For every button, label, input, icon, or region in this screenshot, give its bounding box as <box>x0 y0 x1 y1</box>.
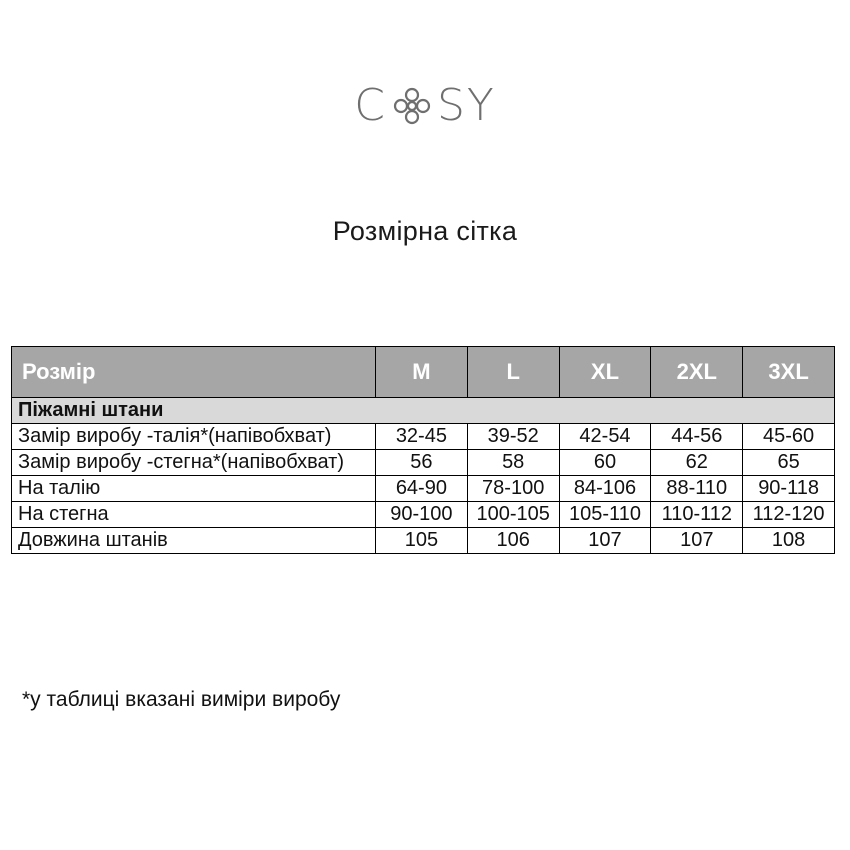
table-cell: 88-110 <box>651 476 743 502</box>
row-label: На талію <box>12 476 376 502</box>
section-title: Піжамні штани <box>12 398 835 424</box>
logo-text-left: C <box>354 80 387 131</box>
flower-icon <box>389 83 435 129</box>
table-cell: 110-112 <box>651 502 743 528</box>
brand-logo <box>0 80 850 131</box>
table-cell: 106 <box>467 528 559 554</box>
table-cell: 100-105 <box>467 502 559 528</box>
table-cell: 84-106 <box>559 476 651 502</box>
row-label: Замір виробу -стегна*(напівобхват) <box>12 450 376 476</box>
table-cell: 90-118 <box>743 476 835 502</box>
table-row <box>12 502 835 528</box>
row-label: Довжина штанів <box>12 528 376 554</box>
table-row <box>12 528 835 554</box>
table-cell: 60 <box>559 450 651 476</box>
header-size-2xl: 2XL <box>651 347 743 398</box>
header-size-l: L <box>467 347 559 398</box>
table-cell: 58 <box>467 450 559 476</box>
table-cell: 64-90 <box>376 476 468 502</box>
table-cell: 39-52 <box>467 424 559 450</box>
table-cell: 42-54 <box>559 424 651 450</box>
table-cell: 44-56 <box>651 424 743 450</box>
row-label: Замір виробу -талія*(напівобхват) <box>12 424 376 450</box>
table-cell: 45-60 <box>743 424 835 450</box>
logo-text-right: SY <box>436 80 496 131</box>
table-cell: 65 <box>743 450 835 476</box>
row-label: На стегна <box>12 502 376 528</box>
table-cell: 62 <box>651 450 743 476</box>
table-cell: 107 <box>559 528 651 554</box>
table-row <box>12 424 835 450</box>
table-cell: 108 <box>743 528 835 554</box>
footnote: *у таблиці вказані виміри виробу <box>22 688 341 711</box>
size-chart-table <box>11 346 835 554</box>
table-cell: 105 <box>376 528 468 554</box>
section-row <box>12 398 835 424</box>
header-size-m: M <box>376 347 468 398</box>
table-cell: 32-45 <box>376 424 468 450</box>
table-cell: 78-100 <box>467 476 559 502</box>
table-cell: 56 <box>376 450 468 476</box>
table-cell: 105-110 <box>559 502 651 528</box>
header-size-label: Розмір <box>12 347 376 398</box>
table-header-row <box>12 347 835 398</box>
table-cell: 112-120 <box>743 502 835 528</box>
table-row <box>12 450 835 476</box>
page-title: Розмірна сітка <box>332 216 518 246</box>
table-cell: 90-100 <box>376 502 468 528</box>
table-cell: 107 <box>651 528 743 554</box>
header-size-3xl: 3XL <box>743 347 835 398</box>
table-row <box>12 476 835 502</box>
header-size-xl: XL <box>559 347 651 398</box>
